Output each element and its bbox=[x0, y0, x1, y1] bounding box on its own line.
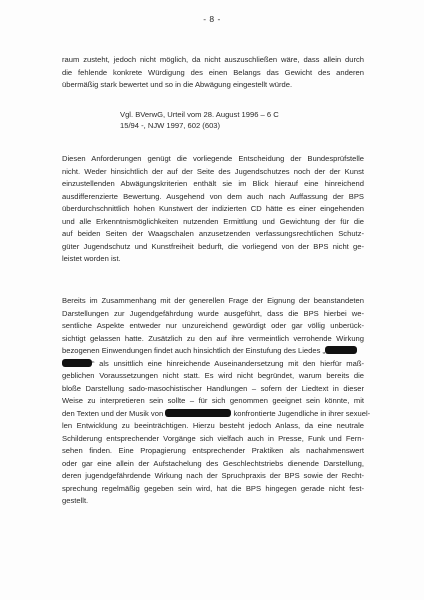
text-line bbox=[62, 358, 364, 371]
text-line: die fehlende konkrete Würdigung des einen Belangs das Gewicht des anderen bbox=[62, 67, 364, 77]
page-number: - 8 - bbox=[203, 14, 221, 24]
text-line: Weise zu interpretieren sein sollte – für sich genommen geeignet sein könnte, mit bbox=[62, 396, 364, 405]
text-line: nicht. Weder hinsichtlich der auf der Seite des Jugendschutzes noch der der Kunst bbox=[62, 166, 364, 176]
text-line bbox=[62, 408, 371, 421]
redaction-bar bbox=[62, 359, 92, 367]
paragraph-3 bbox=[62, 295, 371, 508]
text-line: übermäßig stark bewertet und so in die Abwägung eingestellt würde. bbox=[62, 80, 293, 89]
text-line: bloße Darstellung sado-masochistischer Handlungen – sofern der Liedtext in dieser bbox=[62, 383, 364, 393]
text-fragment: bezogenen Einwendungen findet auch hinsichtlich der Einstufung des Liedes „ bbox=[62, 346, 326, 355]
paragraph-1 bbox=[62, 54, 364, 92]
text-line: einzustellenden Abwägungskriterien enthält sie im Blick hierauf eine hinreichend bbox=[62, 179, 364, 188]
redaction-bar bbox=[325, 346, 357, 354]
citation-line: Vgl. BVerwG, Urteil vom 28. August 1996 – 6 C bbox=[120, 110, 279, 119]
text-line: leistet worden ist. bbox=[62, 254, 121, 263]
text-line: güter Jugendschutz und Kunstfreiheit bedurft, die vorliegend von der BPS nicht ge- bbox=[62, 241, 364, 251]
text-line: Schilderung entsprechender Vorgänge sich vielfach auch in Presse, Funk und Fern- bbox=[62, 433, 364, 443]
text-line: Bereits im Zusammenhang mit der generellen Frage der Eignung der beanstandeten bbox=[62, 296, 364, 305]
text-line: gestellt. bbox=[62, 496, 89, 505]
redaction-bar bbox=[165, 409, 231, 417]
text-line: sentliche Aspekte entweder nur unzureichend gewürdigt oder gar völlig unberück- bbox=[62, 321, 364, 330]
text-line: oder gar eine allein der Aufstachelung des Geschlechtstriebs dienende Darstellung, bbox=[62, 458, 364, 468]
text-fragment: “ als unsittlich eine hinreichende Auseinandersetzung mit den hierfür maß- bbox=[92, 358, 364, 368]
text-line: überdurchschnittlich hohen Kunstwert der indizierten CD hätte es einer eingehenden bbox=[62, 204, 364, 213]
text-line: auf beiden Seiten der Waagschalen anzusetzenden verfassungsrechtlichen Schutz- bbox=[62, 229, 364, 238]
citation bbox=[120, 110, 350, 131]
text-line: len Entwicklung zu beeinträchtigen. Hierzu besteht jedoch Anlass, da eine neutrale bbox=[62, 421, 364, 430]
text-line: ausdifferenzierte Bewertung. Ausgehend von dem auch nach Auffassung der BPS bbox=[62, 191, 364, 201]
text-line: raum zusteht, jedoch nicht möglich, da nicht auszuschließen wäre, dass allein durch bbox=[62, 55, 364, 64]
text-line: Diesen Anforderungen genügt die vorliegende Entscheidung der Bundesprüfstelle bbox=[62, 154, 364, 163]
text-line: deren jugendgefährdende Wirkung nach der Spruchpraxis der BPS sowie der Recht- bbox=[62, 471, 364, 480]
text-line bbox=[62, 345, 364, 358]
citation-line: 15/94 -, NJW 1997, 602 (603) bbox=[120, 120, 221, 130]
text-line: sprechung regelmäßig gegeben sein wird, hat die BPS hingegen gerade nicht fest- bbox=[62, 483, 364, 493]
text-fragment: den Texten und der Musik von bbox=[62, 408, 164, 418]
text-line: sichtigt gelassen hatte. Zusätzlich zu den auf ihre vermeintlich verrohende Wirkung bbox=[62, 333, 364, 343]
text-line: Darstellungen zur Jugendgefährdung wurde ausgeführt, dass die BPS hierbei we- bbox=[62, 308, 364, 318]
text-line: geblichen Voraussetzungen nicht statt. Es wird nicht begründet, warum bereits die bbox=[62, 371, 364, 380]
text-fragment: konfrontierte Jugendliche in ihrer sexuel- bbox=[233, 408, 371, 418]
text-line: und alle Erkenntnismöglichkeiten nutzenden Ermittlung und Gewichtung der für die bbox=[62, 216, 364, 226]
paragraph-2 bbox=[62, 153, 364, 266]
text-line: sehen finden. Eine Propagierung entsprechender Praktiken als nachahmenswert bbox=[62, 446, 364, 455]
